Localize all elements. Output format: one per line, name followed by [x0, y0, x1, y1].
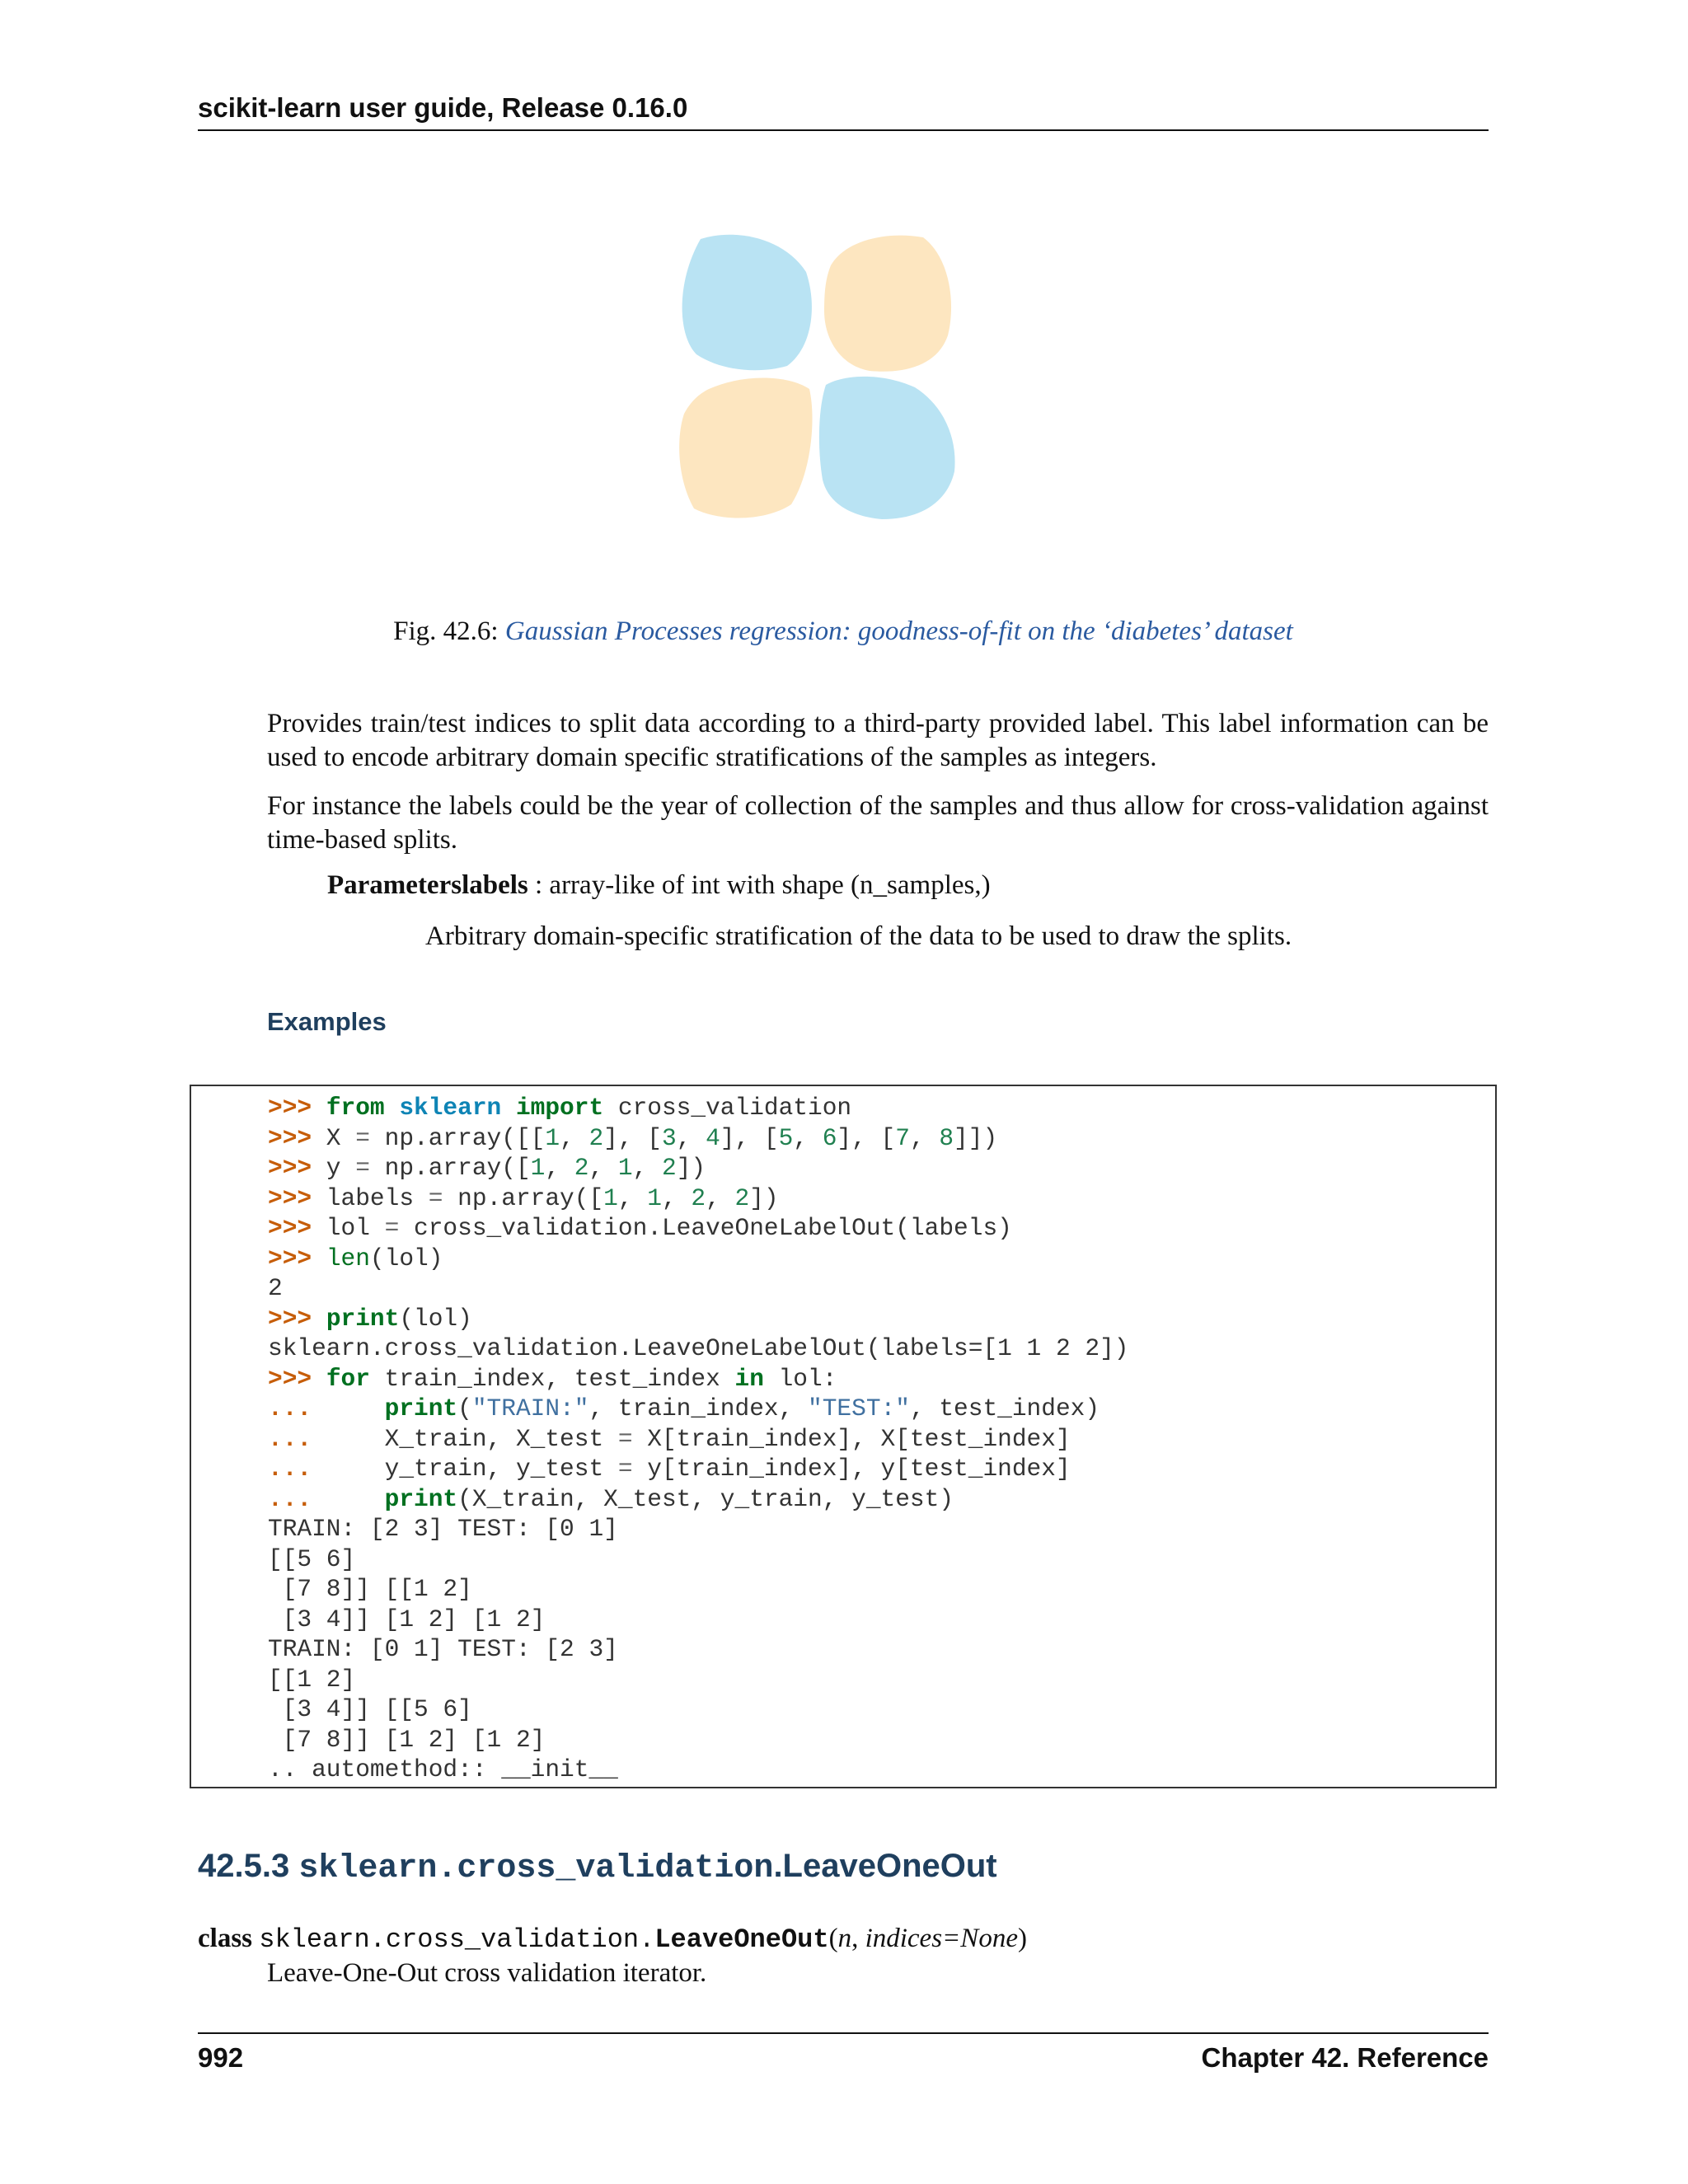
code-line: >>> X = np.array([[1, 2], [3, 4], [5, 6], [7, 8]]) [268, 1123, 998, 1152]
code-line: >>> print(lol) [268, 1304, 472, 1333]
code-line: >>> lol = cross_validation.LeaveOneLabelOut(labels) [268, 1214, 1012, 1242]
code-line: ... y_train, y_test = y[train_index], y[test_index] [268, 1455, 1071, 1483]
figure-blob-top-left [682, 235, 812, 371]
page-number: 992 [198, 2042, 244, 2073]
class-name: LeaveOneOut [654, 1924, 829, 1955]
class-paren-open: ( [828, 1924, 838, 1953]
code-line: ... print("TRAIN:", train_index, "TEST:", test_index) [268, 1394, 1100, 1422]
code-output: .. automethod:: __init__ [268, 1755, 618, 1783]
class-description: Leave-One-Out cross validation iterator. [267, 1958, 707, 1988]
footer-rule [198, 2032, 1489, 2034]
code-output: [[1 2] [268, 1665, 356, 1694]
figure-caption [198, 616, 1489, 647]
figure-blob-top-right [824, 236, 951, 372]
code-output: TRAIN: [0 1] TEST: [2 3] [268, 1635, 618, 1663]
figure-blob-bottom-left [679, 378, 812, 518]
section-module: sklearn.cross_validation [298, 1850, 774, 1887]
code-output: [[5 6] [268, 1544, 356, 1573]
section-name: .LeaveOneOut [773, 1848, 997, 1884]
code-output: [3 4]] [1 2] [1 2] [268, 1605, 546, 1633]
class-keyword: class [198, 1924, 252, 1953]
chapter-label: Chapter 42. Reference [1201, 2042, 1489, 2073]
code-line: ... X_train, X_test = X[train_index], X[test_index] [268, 1424, 1071, 1453]
figure-blob-bottom-right [819, 377, 955, 519]
code-line: >>> len(lol) [268, 1244, 443, 1272]
code-output: TRAIN: [2 3] TEST: [0 1] [268, 1515, 618, 1543]
section-heading [198, 1848, 997, 1887]
class-arg-sep: , [851, 1924, 865, 1953]
description-paragraph-2: For instance the labels could be the year of collection of the samples and thus allow for cross-validation against time-based splits. [267, 791, 1489, 855]
code-output: 2 [268, 1274, 283, 1302]
code-line: >>> from sklearn import cross_validation [268, 1094, 852, 1122]
code-output: [3 4]] [[5 6] [268, 1695, 472, 1723]
code-line: >>> y = np.array([1, 2, 1, 2]) [268, 1154, 706, 1182]
running-header: scikit-learn user guide, Release 0.16.0 [198, 92, 688, 123]
code-line: >>> labels = np.array([1, 1, 2, 2]) [268, 1183, 779, 1212]
figure-link[interactable]: Gaussian Processes regression: goodness-of-fit on the ‘diabetes’ dataset [504, 616, 1293, 646]
class-paren-close: ) [1017, 1924, 1027, 1953]
description-paragraph-1: Provides train/test indices to split data according to a third-party provided label. This label information can be used to encode arbitrary domain specific stratifications of the samples as integers. [267, 709, 1489, 772]
section-number: 42.5.3 [198, 1848, 290, 1884]
class-module: sklearn.cross_validation. [259, 1924, 655, 1955]
figure-image [676, 232, 961, 521]
figure-label: Fig. 42.6: [393, 616, 505, 646]
code-text [268, 1093, 1128, 1785]
class-arg-n: n [837, 1924, 852, 1953]
class-arg-indices: indices=None [865, 1924, 1018, 1953]
examples-heading: Examples [267, 1007, 387, 1036]
code-output: [7 8]] [1 2] [1 2] [268, 1725, 546, 1754]
header-rule [198, 129, 1489, 131]
class-signature [198, 1924, 1027, 1955]
parameter-description: Arbitrary domain-specific stratification of the data to be used to draw the splits. [425, 921, 1292, 951]
code-block[interactable] [190, 1085, 1497, 1788]
code-output: [7 8]] [[1 2] [268, 1575, 472, 1603]
parameters-label: Parameterslabels [327, 870, 528, 900]
parameter-type: : array-like of int with shape (n_samples,) [528, 870, 991, 900]
code-output: sklearn.cross_validation.LeaveOneLabelOut(labels=[1 1 2 2]) [268, 1334, 1129, 1362]
parameters-line [327, 870, 991, 901]
code-line: ... print(X_train, X_test, y_train, y_test) [268, 1484, 954, 1513]
code-line: >>> for train_index, test_index in lol: [268, 1364, 837, 1393]
